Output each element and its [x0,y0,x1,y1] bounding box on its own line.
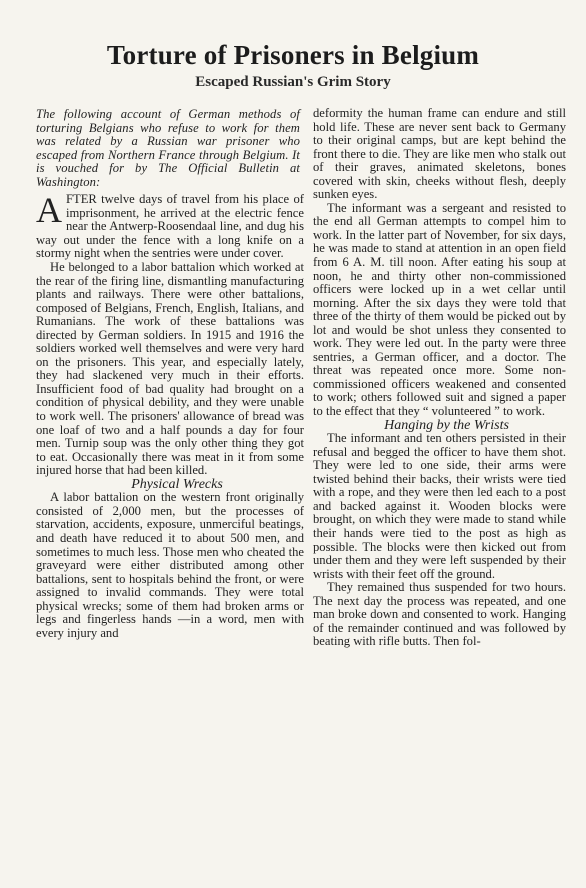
opening-paragraph-text: FTER twelve days of travel from his place of imprisonment, he arrived at the electric fence near the Antwerp-Roosendaal line, and dug his way out under the fence with a long knife on a stormy night when the sentries were under cover. [36,192,304,261]
section-heading-hanging-by-the-wrists: Hanging by the Wrists [384,417,509,433]
right-column [313,107,566,649]
body-paragraph: deformity the human frame can endure and still hold life. These are never sent back to Germany to their original camps, but are kept behind the front there to die. They are like men who stalk out of their graves, animated skeletons, bones covered with skin, cheeks without flesh, deeply sunken eyes. [313,106,566,202]
intro-paragraph: The following account of German methods of torturing Belgians who refuse to work for them was related by a Russian war prisoner who escaped from Northern France through Belgium. It is vouched for by The Official Bulletin at Washington: [36,107,300,189]
opening-paragraph [36,190,304,261]
article-title: Torture of Prisoners in Belgium [106,40,480,70]
body-paragraph: He belonged to a labor battalion which worked at the rear of the firing line, dismantling manufacturing plants and railways. There were other battalions, composed of Belgians, French, English, Italians, and Rumanians. The work of these battalions was directed by German soldiers. In 1915 and 1916 the soldiers worked well themselves and were very hard on the prisoners. This year, and especially lately, they had slackened very much in their efforts. Insufficient food of bad quality had brought on a condition of physical debility, and they were unable to work well. The prisoners' allowance of bread was one loaf of two and a half pounds a day for four men. Turnip soup was the only other thing they got to eat. Occasionally there was meat in it from some injured horse that had been killed. [36,260,304,478]
body-paragraph: The informant and ten others persisted in their refusal and begged the officer to have them shot. They were led to one side, their arms were twisted behind their backs, their wrists were tied with a rope, and they were then led each to a post and backed against it. Wooden blocks were brought, on which they were made to stand while their hands were tied to the post as high as possible. The blocks were then kicked out from under them and they were left suspended by their wrists with their feet off the ground. [313,431,566,581]
article-subtitle: Escaped Russian's Grim Story [195,74,391,90]
body-paragraph: The informant was a sergeant and resisted to the end all German attempts to compel him to work. In the latter part of November, for six days, he was made to stand at attention in an open field from 6 A. M. till noon. After eating his soup at noon, he and thirty other non-commissioned officers were locked up in a wet cellar until morning. After the six days they were told that three of the thirty of them would be picked out by lot and would be shot unless they consented to work. They were led out. In the party were three sentries, a German officer, and a doctor. The threat was repeated once more. Some non-commissioned officers weakened and consented to work; others followed suit and signed a paper to the effect that they “ volunteered ” to work. [313,200,566,419]
body-paragraph: A labor battalion on the western front originally consisted of 2,000 men, but the processes of starvation, accidents, exposure, unmerciful beatings, and death have reduced it to about 500 men, and sometimes to much less. Those men who cheated the graveyard were either distributed among other battalions, sent to hospitals behind the front, or were assigned to invalid commands. They were total physical wrecks; some of them had broken arms or legs and fingerless hands —in a word, men with every injury and [36,490,304,640]
section-heading-physical-wrecks: Physical Wrecks [131,476,223,492]
drop-cap: A [36,190,62,231]
body-paragraph: They remained thus suspended for two hours. The next day the process was repeated, and one man broke down and consented to work. Hanging of the remainder continued and was followed by beating with rifle butts. Then fol- [313,580,566,649]
left-column [36,108,304,640]
